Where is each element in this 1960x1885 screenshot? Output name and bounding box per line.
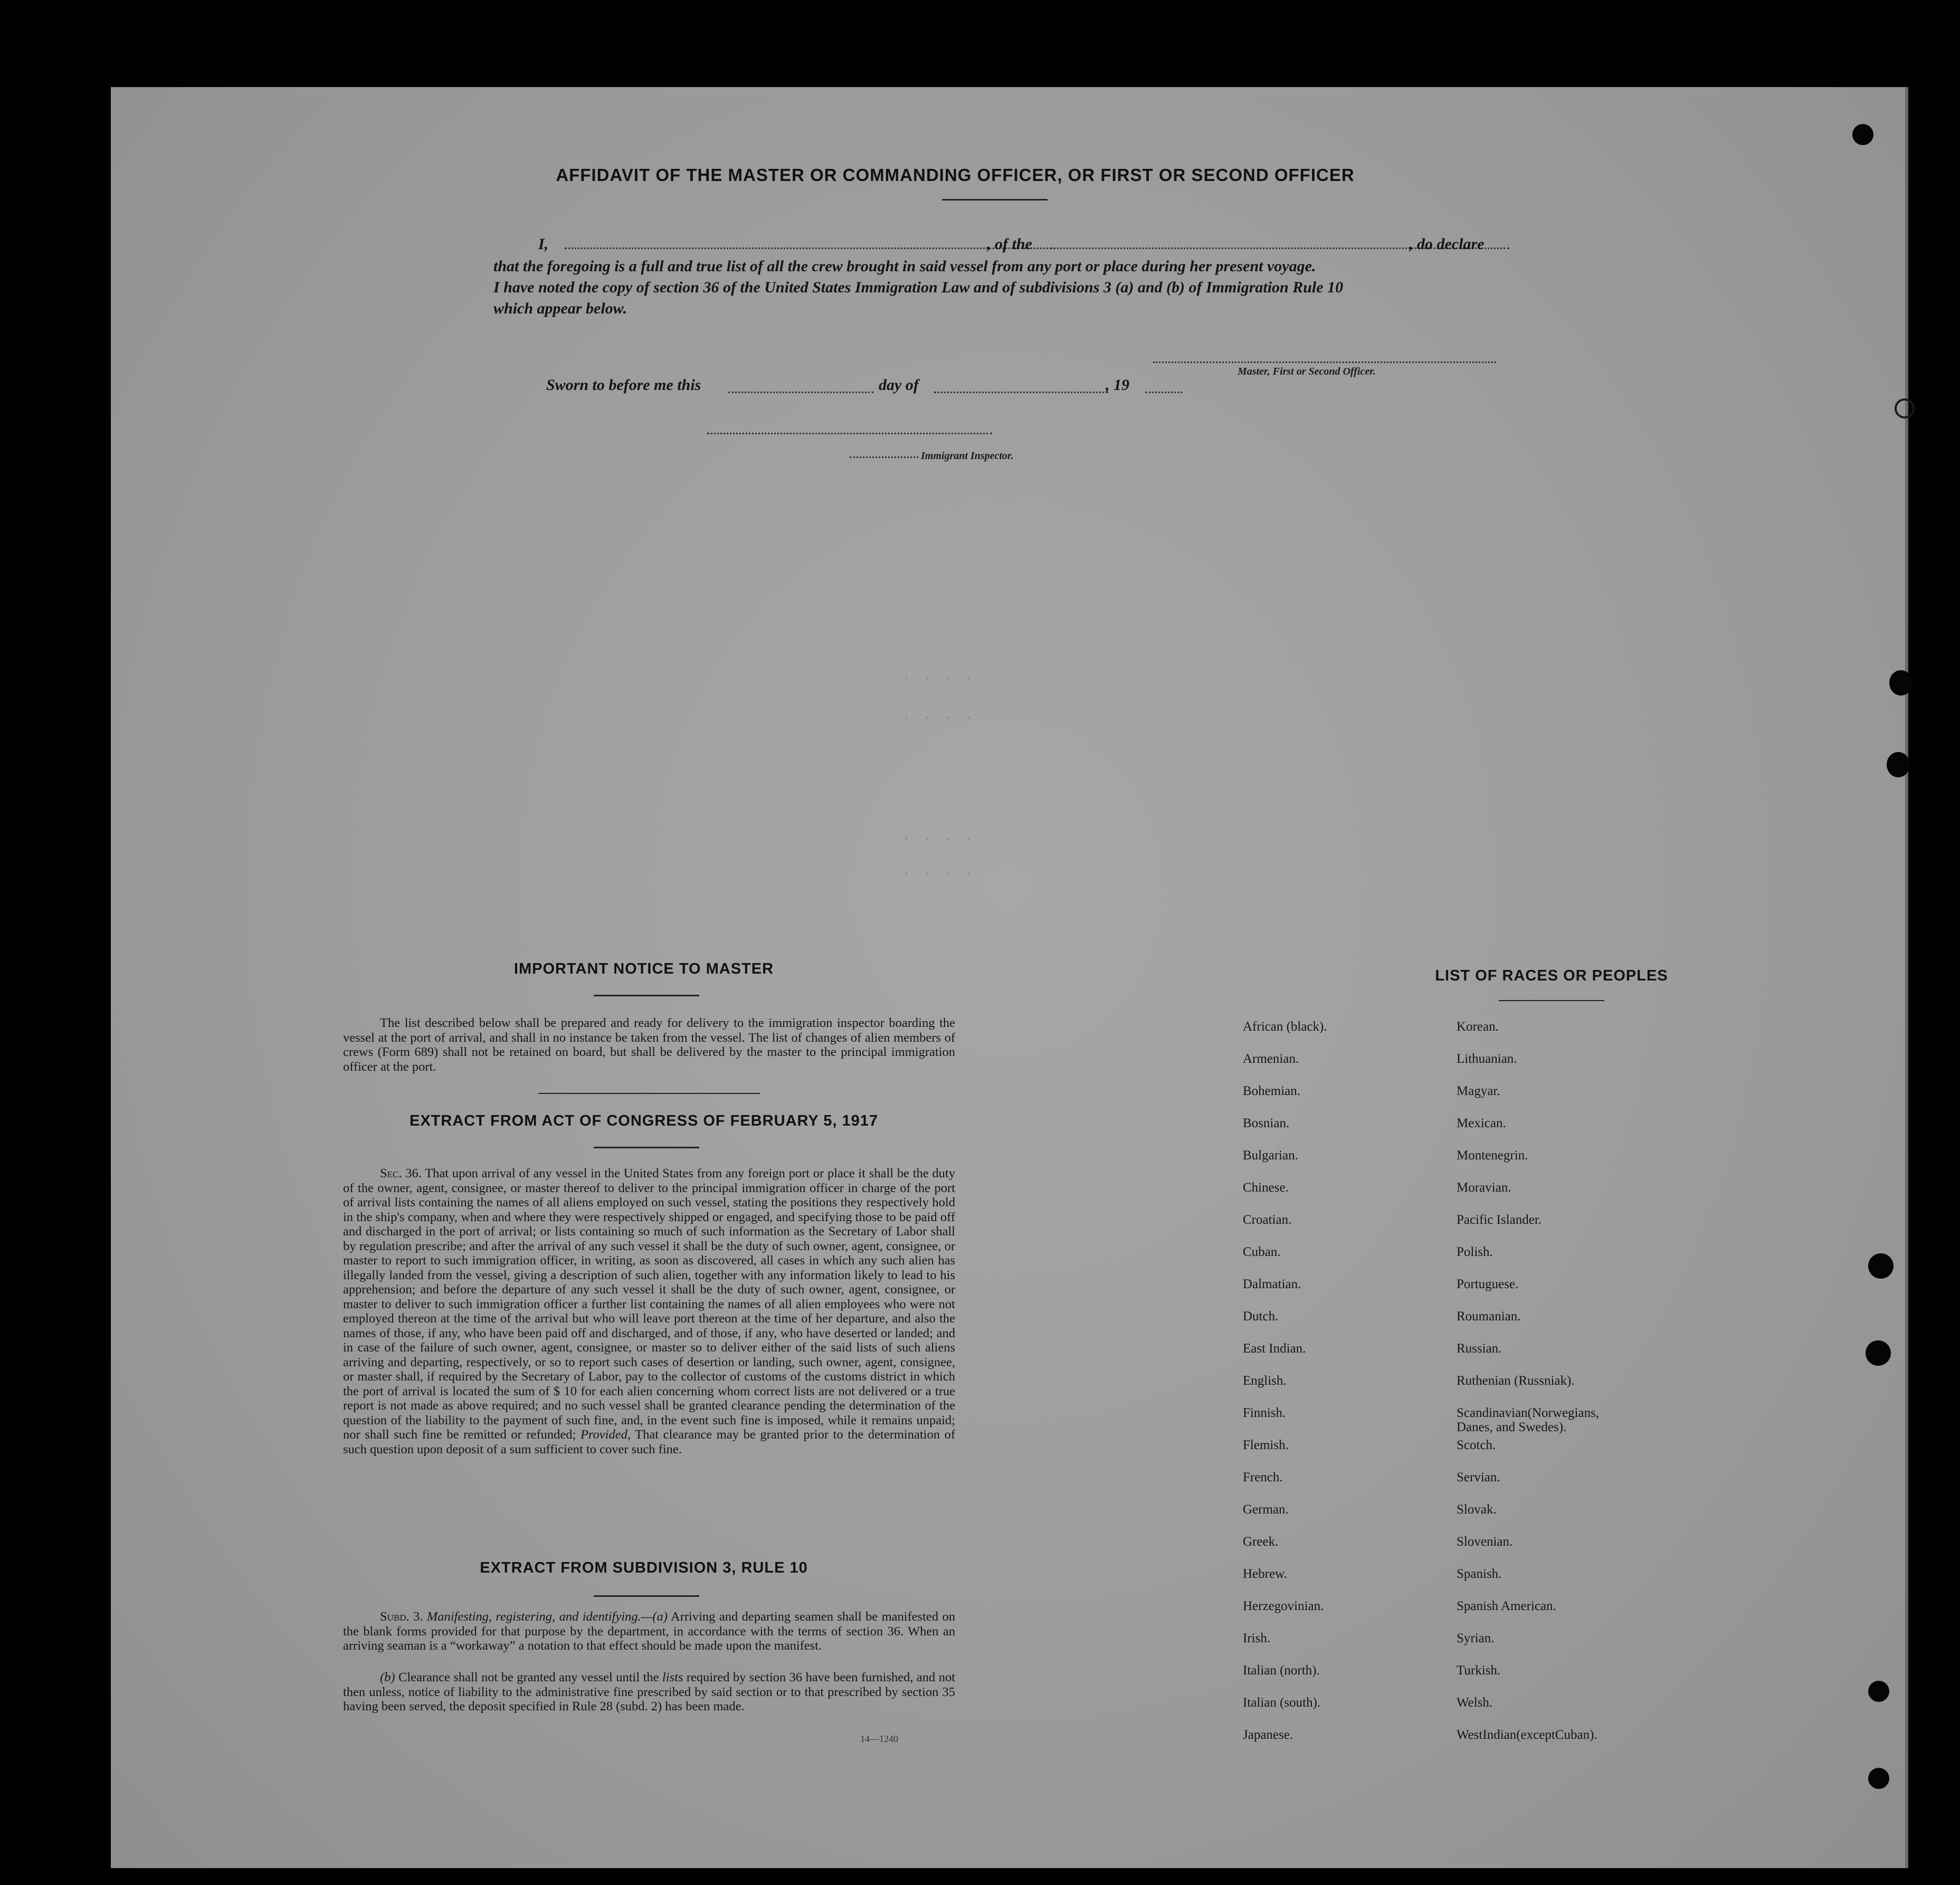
para-b-text-1: Clearance shall not be granted any vessel until the: [395, 1670, 662, 1684]
para-b-text-2: required by section 36 have been furnished, and not then unless, notice of liability to the administrative fine prescribed by said section or to that prescribed by section 35 having been served, the deposit specified in Rule 28 (subd. 2) has been made.: [343, 1670, 956, 1713]
race-item: Italian (north).: [1243, 1663, 1320, 1678]
race-item: Cuban.: [1243, 1245, 1281, 1259]
race-item: Scandinavian(Norwegians, Danes, and Swedes).: [1457, 1406, 1600, 1434]
signature-caption: Master, First or Second Officer.: [1238, 366, 1376, 377]
notice-underline: [594, 995, 699, 996]
race-item: Turkish.: [1457, 1663, 1501, 1678]
bleed-through-mark: . . . .: [902, 668, 975, 683]
race-item: Montenegrin.: [1457, 1148, 1528, 1163]
race-item: Ruthenian (Russniak).: [1457, 1374, 1575, 1388]
race-item: Servian.: [1457, 1470, 1500, 1484]
name-blank[interactable]: [565, 247, 1055, 249]
signature-blank[interactable]: [1153, 361, 1496, 363]
title-underline: [942, 199, 1048, 201]
race-item: Spanish.: [1457, 1567, 1502, 1581]
punch-hole: [1852, 124, 1873, 145]
race-item: WestIndian(exceptCuban).: [1457, 1728, 1597, 1742]
races-underline: [1499, 1000, 1604, 1001]
inspector-signature-blank[interactable]: [707, 433, 992, 434]
race-item: Slovenian.: [1457, 1535, 1513, 1549]
bleed-through-mark: . . . .: [902, 829, 975, 844]
race-item: English.: [1243, 1374, 1287, 1388]
document-page: [111, 87, 1908, 1868]
race-item: Croatian.: [1243, 1213, 1292, 1227]
race-item: Italian (south).: [1243, 1696, 1321, 1710]
race-item: Korean.: [1457, 1020, 1499, 1034]
race-item: Roumanian.: [1457, 1309, 1521, 1324]
race-item: East Indian.: [1243, 1341, 1306, 1356]
subd-label: Subd. 3.: [380, 1610, 423, 1624]
race-item: Syrian.: [1457, 1631, 1495, 1645]
punch-hole: [1895, 398, 1915, 418]
affidavit-statement-2: I have noted the copy of section 36 of the United States Immigration Law and of subdivisions 3 (a) and (b) of Immigration Rule 10: [493, 279, 1344, 296]
race-item: Spanish American.: [1457, 1599, 1556, 1613]
para-a-text: Arriving and departing seamen shall be manifested on the blank forms provided for that purpose by the department, in accordance with the terms of section 36. When an arriving seaman is a “workaway” a notation to that effect should be made upon the manifest.: [343, 1610, 955, 1653]
notice-body: The list described below shall be prepared and ready for delivery to the immigration inspector boarding the vessel at the port of arrival, and shall in no instance be taken from the vessel. The list of changes of alien members of crews (Form 689) shall not be retained on board, but shall be delivered by the master to the principal immigration officer at the port.: [343, 1016, 955, 1074]
section-text: That upon arrival of any vessel in the United States from any foreign port or place it shall be the duty of the owner, agent, consignee, or master thereof to deliver to the principal immigration officer in charge of the port of arrival lists containing the names of all aliens employed on such vessel, stating the positions they respectively hold in the ship's company, when and where they were respectively shipped or engaged, and specifying those to be paid off and discharged in the port of arrival; or lists containing so much of such information as the Secretary of Labor shall by regulation prescribe; and after the arrival of any such vessel it shall be the duty of such owner, agent, consignee, or master to report to such immigration officer, in writing, as soon as discovered, all cases in which any such alien has illegally landed from the vessel, giving a description of such alien, together with any information likely to lead to his apprehension; and before the departure of any such vessel it shall be the duty of such owner, agent, consignee, or master to deliver to such immigration officer a further list containing the names of all alien employees who were not employed thereon at the time of the arrival but who will leave port thereon at the time of her departure, and also the names of those, if any, who have been paid off and discharged, and of those, if any, who have deserted or landed; and in case of the failure of such owner, agent, consignee, or master so to deliver either of the said lists of such aliens arriving and departing, respectively, or so to report such cases of desertion or landing, such owner, agent, consignee, or master shall, if required by the Secretary of Labor, pay to the collector of customs of the customs district in which the port of arrival is located the sum of $ 10 for each alien concerning whom correct lists are not delivered or a true report is not made as above required; and no such vessel shall be granted clearance pending the determination of the question of the liability to the payment of such fine, and, in the event such fine is imposed, while it remains unpaid; nor shall such fine be remitted or refunded;: [343, 1166, 955, 1442]
race-item: Magyar.: [1457, 1084, 1500, 1098]
affidavit-statement-1: that the foregoing is a full and true list of all the crew brought in said vessel from any port or place during her present voyage.: [493, 258, 1316, 275]
race-item: Dalmatian.: [1243, 1277, 1301, 1291]
race-item: Armenian.: [1243, 1052, 1299, 1066]
race-item: African (black).: [1243, 1020, 1327, 1034]
race-item: Dutch.: [1243, 1309, 1279, 1324]
subd-heading: Manifesting, registering, and identifying.—(a): [426, 1610, 668, 1624]
race-item: French.: [1243, 1470, 1283, 1484]
notice-title: IMPORTANT NOTICE TO MASTER: [513, 960, 774, 977]
affidavit-of-the: , of the: [987, 235, 1032, 253]
affidavit-title: AFFIDAVIT OF THE MASTER OR COMMANDING OFFICER, OR FIRST OR SECOND OFFICER: [556, 165, 1355, 185]
punch-hole: [1866, 1340, 1891, 1366]
bleed-through-mark: . . . .: [902, 863, 975, 879]
race-item: Bosnian.: [1243, 1116, 1290, 1130]
punch-hole: [1868, 1681, 1889, 1702]
race-item: Lithuanian.: [1457, 1052, 1517, 1066]
section-label: Sec. 36.: [380, 1166, 422, 1180]
races-title: LIST OF RACES OR PEOPLES: [1435, 967, 1668, 984]
punch-hole: [1868, 1253, 1894, 1279]
race-item: German.: [1243, 1502, 1289, 1517]
race-item: Japanese.: [1243, 1728, 1293, 1742]
race-item: Mexican.: [1457, 1116, 1506, 1130]
race-item: Bulgarian.: [1243, 1148, 1298, 1163]
race-item: Scotch.: [1457, 1438, 1496, 1452]
extract-rule-para-b: [343, 1670, 955, 1714]
race-item: Hebrew.: [1243, 1567, 1287, 1581]
punch-hole: [1889, 670, 1913, 696]
year-prefix: , 19: [1106, 376, 1129, 394]
race-item: Slovak.: [1457, 1502, 1497, 1517]
para-b-label: (b): [380, 1670, 395, 1684]
day-of-label: day of: [879, 376, 919, 394]
sworn-label: Sworn to before me this: [546, 376, 701, 394]
extract-act-title: EXTRACT FROM ACT OF CONGRESS OF FEBRUARY 5, 1917: [409, 1112, 879, 1129]
race-item: Herzegovinian.: [1243, 1599, 1324, 1613]
extract-rule-underline: [594, 1595, 699, 1597]
race-item: Russian.: [1457, 1341, 1502, 1356]
inspector-prefix-blank: [850, 456, 918, 458]
race-item: Chinese.: [1243, 1180, 1289, 1195]
day-blank[interactable]: [728, 392, 873, 393]
punch-hole: [1887, 752, 1910, 777]
race-item: Finnish.: [1243, 1406, 1286, 1420]
extract-act-body: [343, 1166, 955, 1456]
affidavit-do-declare: , do declare: [1409, 235, 1485, 253]
para-b-lists: lists: [662, 1670, 683, 1684]
inspector-caption: Immigrant Inspector.: [921, 450, 1014, 462]
extract-rule-title: EXTRACT FROM SUBDIVISION 3, RULE 10: [480, 1559, 808, 1576]
race-item: Flemish.: [1243, 1438, 1289, 1452]
race-item: Welsh.: [1457, 1696, 1493, 1710]
race-item: Moravian.: [1457, 1180, 1511, 1195]
affidavit-i-label: I,: [538, 235, 549, 253]
race-item: Pacific Islander.: [1457, 1213, 1542, 1227]
provided-label: Provided,: [580, 1427, 631, 1442]
race-item: Polish.: [1457, 1245, 1493, 1259]
race-item: Portuguese.: [1457, 1277, 1519, 1291]
bleed-through-mark: . . . .: [902, 707, 975, 723]
year-blank[interactable]: [1145, 392, 1182, 393]
extract-rule-para-a: [343, 1610, 955, 1653]
notice-separator: [538, 1093, 760, 1094]
provided-text: That clearance may be granted prior to the determination of such question upon deposit of a sum sufficient to cover such fine.: [343, 1427, 955, 1456]
affidavit-statement-3: which appear below.: [493, 300, 627, 317]
form-number: 14—1240: [860, 1734, 898, 1744]
race-item: Bohemian.: [1243, 1084, 1301, 1098]
punch-hole: [1868, 1768, 1889, 1789]
extract-act-underline: [594, 1147, 699, 1148]
race-item: Greek.: [1243, 1535, 1279, 1549]
month-blank[interactable]: [934, 392, 1108, 393]
race-item: Irish.: [1243, 1631, 1271, 1645]
